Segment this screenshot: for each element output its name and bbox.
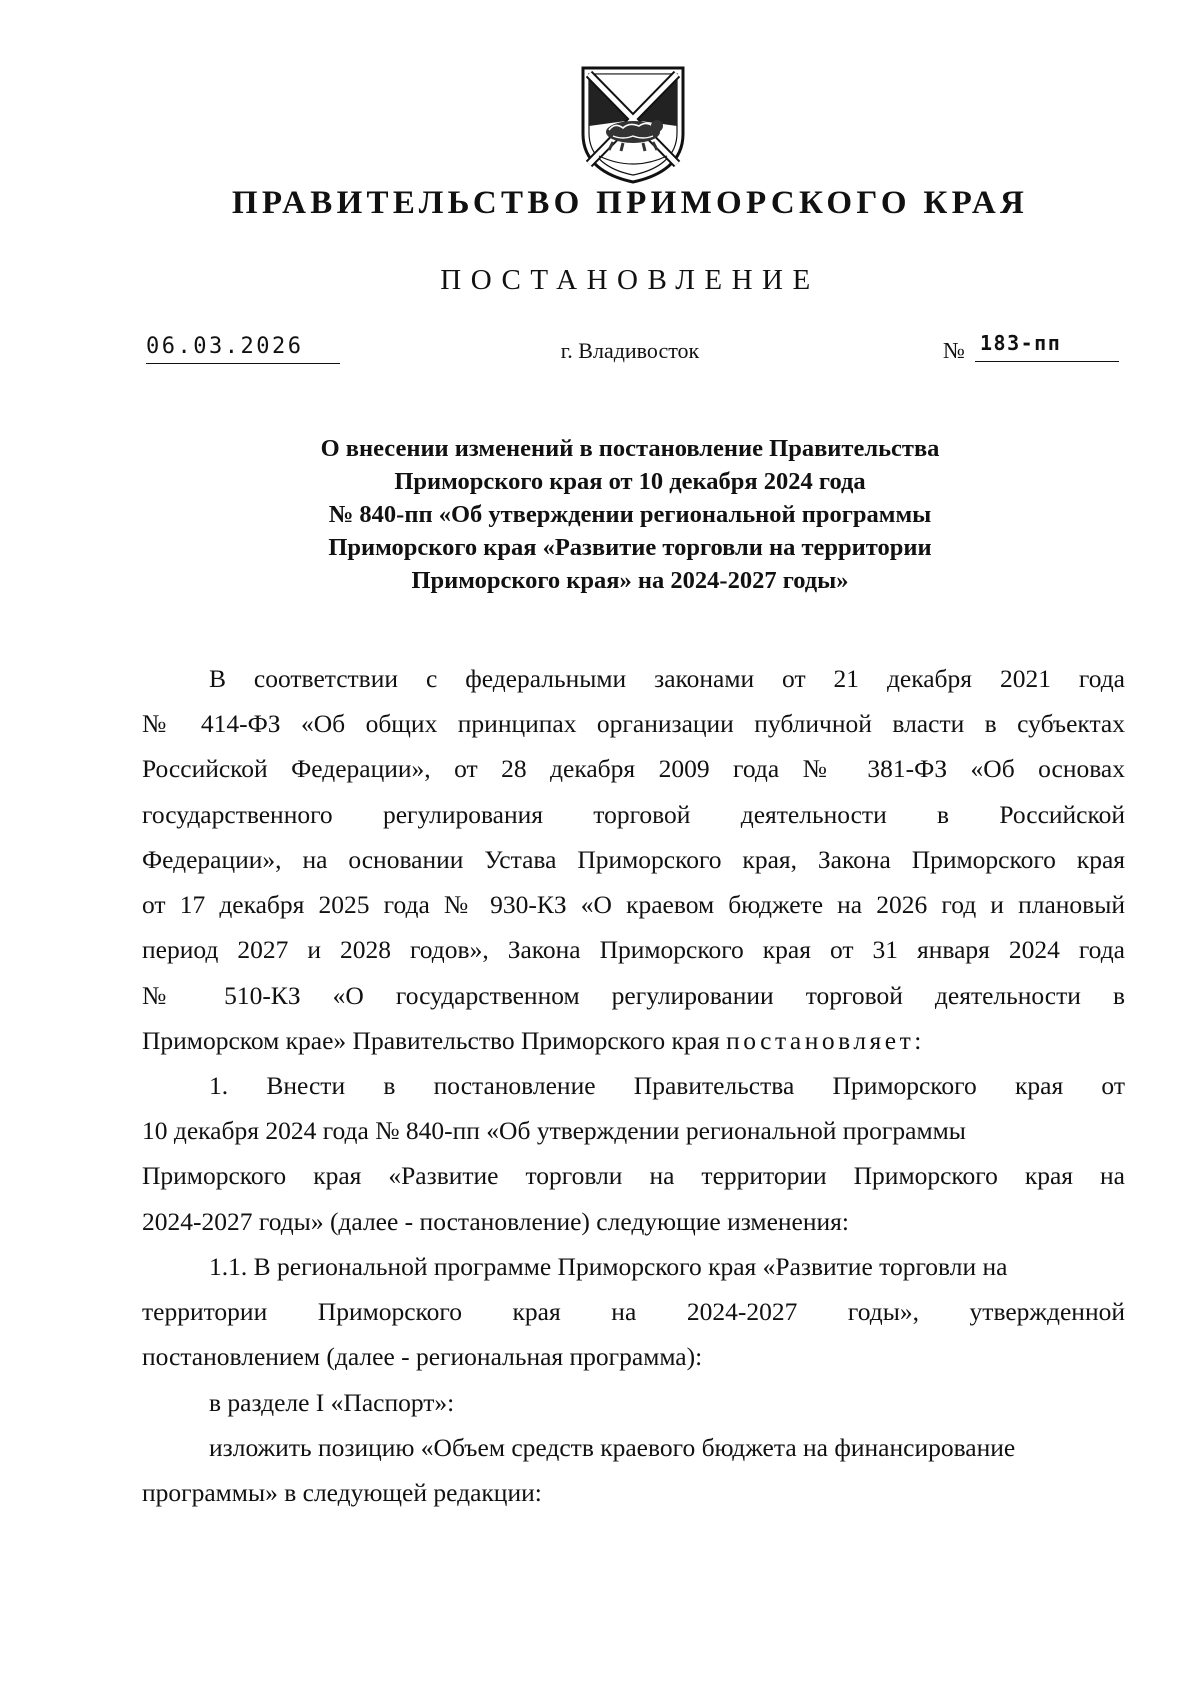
body-line: от 17 декабря 2025 года № 930-КЗ «О краевом бюджете на 2026 год и плановый [142, 890, 1125, 919]
body-line: Приморского края «Развитие торговли на территории Приморского края на [142, 1161, 1125, 1190]
resolves-word: постановляет: [726, 1026, 925, 1055]
document-type: ПОСТАНОВЛЕНИЕ [440, 264, 820, 296]
subject-line: Приморского края от 10 декабря 2024 года [394, 468, 866, 495]
body-line: изложить позицию «Объем средств краевого бюджета на финансирование [209, 1433, 1016, 1462]
body-line: 2024-2027 годы» (далее - постановление) следующие изменения: [142, 1207, 849, 1236]
coat-of-arms-icon [577, 64, 689, 184]
body-line: в разделе I «Паспорт»: [209, 1388, 455, 1417]
document-date: 06.03.2026 [146, 333, 340, 364]
body-line: 10 декабря 2024 года № 840-пп «Об утверждении региональной программы [142, 1116, 966, 1145]
body-line: государственного регулирования торговой деятельности в Российской [142, 800, 1125, 829]
body-line: В соответствии с федеральными законами от 21 декабря 2021 года [209, 664, 1125, 693]
subject-line: № 840-пп «Об утверждении региональной программы [328, 501, 932, 528]
body-line: постановлением (далее - региональная программа): [142, 1342, 703, 1371]
subject-line: Приморского края «Развитие торговли на территории [328, 534, 932, 561]
body-line-text: Приморском крае» Правительство Приморского края [142, 1026, 727, 1055]
body-line: программы» в следующей редакции: [142, 1478, 542, 1507]
document-number-label: № [943, 338, 965, 363]
document-number: 183-пп [975, 329, 1119, 362]
body-line: 1.1. В региональной программе Приморского края «Развитие торговли на [209, 1252, 1008, 1281]
body-line: № 510-КЗ «О государственном регулировании торговой деятельности в [142, 981, 1125, 1010]
body-line: Федерации», на основании Устава Приморского края, Закона Приморского края [142, 845, 1125, 874]
organization-title: ПРАВИТЕЛЬСТВО ПРИМОРСКОГО КРАЯ [231, 185, 1029, 221]
document-city: г. Владивосток [560, 338, 700, 363]
body-line: территории Приморского края на 2024-2027 годы», утвержденной [142, 1297, 1125, 1326]
subject-line: О внесении изменений в постановление Правительства [320, 435, 940, 462]
body-line [142, 1024, 1125, 1058]
body-line: № 414-ФЗ «Об общих принципах организации публичной власти в субъектах [142, 709, 1125, 738]
document-subject [150, 432, 1110, 597]
body-line: период 2027 и 2028 годов», Закона Приморского края от 31 января 2024 года [142, 935, 1125, 964]
body-line: 1. Внести в постановление Правительства Приморского края от [209, 1071, 1125, 1100]
subject-line: Приморского края» на 2024-2027 годы» [411, 567, 849, 594]
body-line: Российской Федерации», от 28 декабря 2009 года № 381-ФЗ «Об основах [142, 754, 1125, 783]
